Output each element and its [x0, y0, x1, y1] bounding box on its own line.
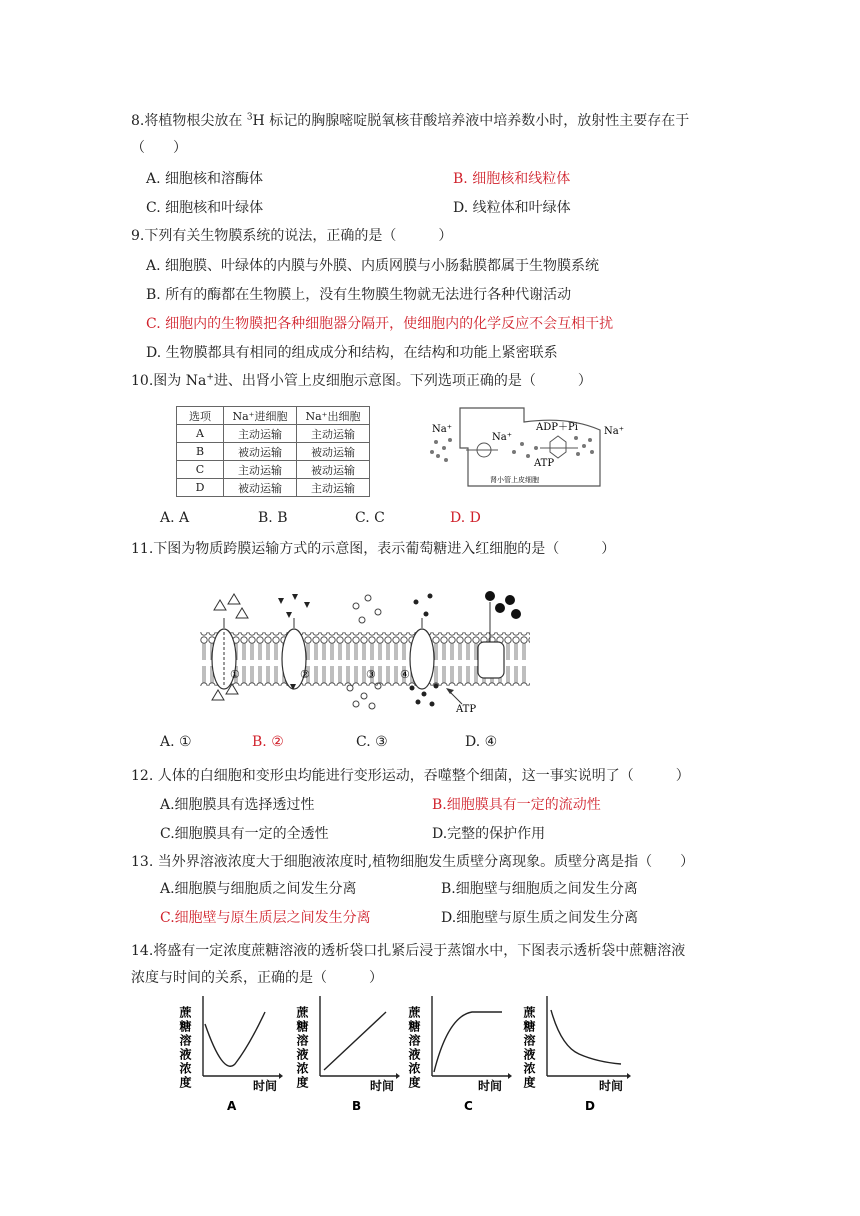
na-label-outside-right: Na⁺ [604, 426, 624, 437]
q9-option-d: D. 生物膜都具有相同的组成成分和结构，在结构和功能上紧密联系 [146, 345, 558, 361]
table-header-cell: 选项 [177, 407, 224, 425]
na-transport-table [176, 406, 370, 497]
q8-option-a: A. 细胞核和溶酶体 [146, 171, 264, 187]
label-circle-3: ③ [366, 668, 376, 681]
q10-option-c: C. C [355, 510, 385, 526]
q10-option-b: B. B [258, 510, 288, 526]
q13-option-d: D.细胞壁与原生质之间发生分离 [441, 910, 639, 926]
q8-option-c: C. 细胞核和叶绿体 [146, 200, 264, 216]
graph-label-c: C [464, 1099, 473, 1113]
q11-option-c: C. ③ [356, 734, 388, 750]
q9-option-b: B. 所有的酶都在生物膜上，没有生物膜生物就无法进行各种代谢活动 [146, 287, 572, 303]
q12-option-d: D.完整的保护作用 [432, 826, 546, 842]
curve [205, 1012, 265, 1066]
q12-stem: 12. 人体的白细胞和变形虫均能进行变形运动，吞噬整个细菌，这一事实说明了（ ） [131, 768, 690, 784]
q14-stem-line2: 浓度与时间的关系，正确的是（ ） [131, 970, 383, 986]
x-axis-label: 时间 [370, 1079, 395, 1093]
table-cell: 主动运输 [297, 479, 370, 497]
q8-option-b-answer: B. 细胞核和线粒体 [453, 171, 571, 187]
q8-paren: （ ） [131, 140, 187, 156]
y-axis-label: 蔗糖溶液浓度 [295, 1006, 309, 1090]
q13-option-a: A.细胞膜与细胞质之间发生分离 [160, 881, 357, 897]
q10-option-a: A. A [160, 510, 190, 526]
q13-stem: 13. 当外界溶液浓度大于细胞液浓度时,植物细胞发生质壁分离现象。质壁分离是指（ ） [131, 854, 695, 870]
q8-option-d: D. 线粒体和叶绿体 [453, 200, 571, 216]
membrane-transport-diagram [200, 582, 544, 714]
table-cell: 主动运输 [224, 461, 297, 479]
table-cell: 主动运输 [297, 425, 370, 443]
atp-label: ATP [534, 458, 555, 469]
q11-option-b-answer: B. ② [252, 734, 284, 750]
curve [324, 1012, 386, 1070]
table-cell: 被动运输 [297, 443, 370, 461]
graph-label-a: A [227, 1099, 237, 1113]
label-circle-4: ④ [400, 668, 410, 681]
label-circle-2: ② [300, 668, 310, 681]
table-cell: C [177, 461, 224, 479]
q10-stem: 10.图为 Na+进、出肾小管上皮细胞示意图。下列选项正确的是（ ） [131, 372, 592, 389]
x-axis-label: 时间 [478, 1079, 503, 1093]
q12-option-c: C.细胞膜具有一定的全透性 [160, 826, 329, 842]
q14-stem-line1: 14.将盛有一定浓度蔗糖溶液的透析袋口扎紧后浸于蒸馏水中，下图表示透析袋中蔗糖溶液 [131, 943, 686, 959]
graph-d [522, 990, 633, 1113]
q11-stem: 11.下图为物质跨膜运输方式的示意图，表示葡萄糖进入红细胞的是（ ） [131, 541, 616, 557]
graph-b [295, 990, 400, 1113]
graph-label-b: B [352, 1099, 362, 1113]
q9-option-a: A. 细胞膜、叶绿体的内膜与外膜、内质网膜与小肠黏膜都属于生物膜系统 [146, 258, 600, 274]
q9-option-c-answer: C. 细胞内的生物膜把各种细胞器分隔开，使细胞内的化学反应不会互相干扰 [146, 316, 614, 332]
kidney-cell-diagram [428, 402, 628, 500]
table-header-cell: Na⁺进细胞 [224, 407, 297, 425]
table-cell: 被动运输 [224, 479, 297, 497]
table-cell: 被动运输 [224, 443, 297, 461]
na-label-inside: Na⁺ [492, 432, 512, 443]
q12-option-a: A.细胞膜具有选择透过性 [160, 797, 315, 813]
y-axis-label: 蔗糖溶液浓度 [522, 1006, 536, 1090]
table-cell: A [177, 425, 224, 443]
table-cell: 主动运输 [224, 425, 297, 443]
adp-pi-label: ADP＋Pi [536, 422, 578, 433]
atp-label: ATP [456, 704, 477, 715]
label-circle-1: ① [230, 668, 240, 681]
y-axis-label: 蔗糖溶液浓度 [178, 1006, 192, 1090]
q11-option-a: A. ① [160, 734, 192, 750]
q13-option-c-answer: C.细胞壁与原生质层之间发生分离 [160, 910, 371, 926]
q9-stem: 9.下列有关生物膜系统的说法，正确的是（ ） [131, 228, 453, 244]
graph-c [407, 990, 512, 1113]
q8-stem: 8.将植物根尖放在 $^3$H 标记的胸腺嘧啶脱氧核苷酸培养液中培养数小时，放射性主要存在于 [131, 112, 690, 129]
cell-label: 肾小管上皮细胞 [490, 476, 539, 484]
curve [434, 1012, 502, 1072]
x-axis-label: 时间 [253, 1079, 278, 1093]
q12-option-b-answer: B.细胞膜具有一定的流动性 [432, 797, 601, 813]
q10-option-d-answer: D. D [450, 510, 481, 526]
table-cell: B [177, 443, 224, 461]
q11-option-d: D. ④ [465, 734, 498, 750]
q13-option-b: B.细胞壁与细胞质之间发生分离 [441, 881, 638, 897]
table-header-cell: Na⁺出细胞 [297, 407, 370, 425]
graph-label-d: D [585, 1099, 595, 1113]
graph-a [178, 990, 283, 1113]
table-cell: D [177, 479, 224, 497]
na-label-outside-left: Na⁺ [432, 424, 452, 435]
y-axis-label: 蔗糖溶液浓度 [407, 1006, 421, 1090]
x-axis-label: 时间 [599, 1079, 624, 1093]
curve [551, 1010, 621, 1064]
table-cell: 被动运输 [297, 461, 370, 479]
